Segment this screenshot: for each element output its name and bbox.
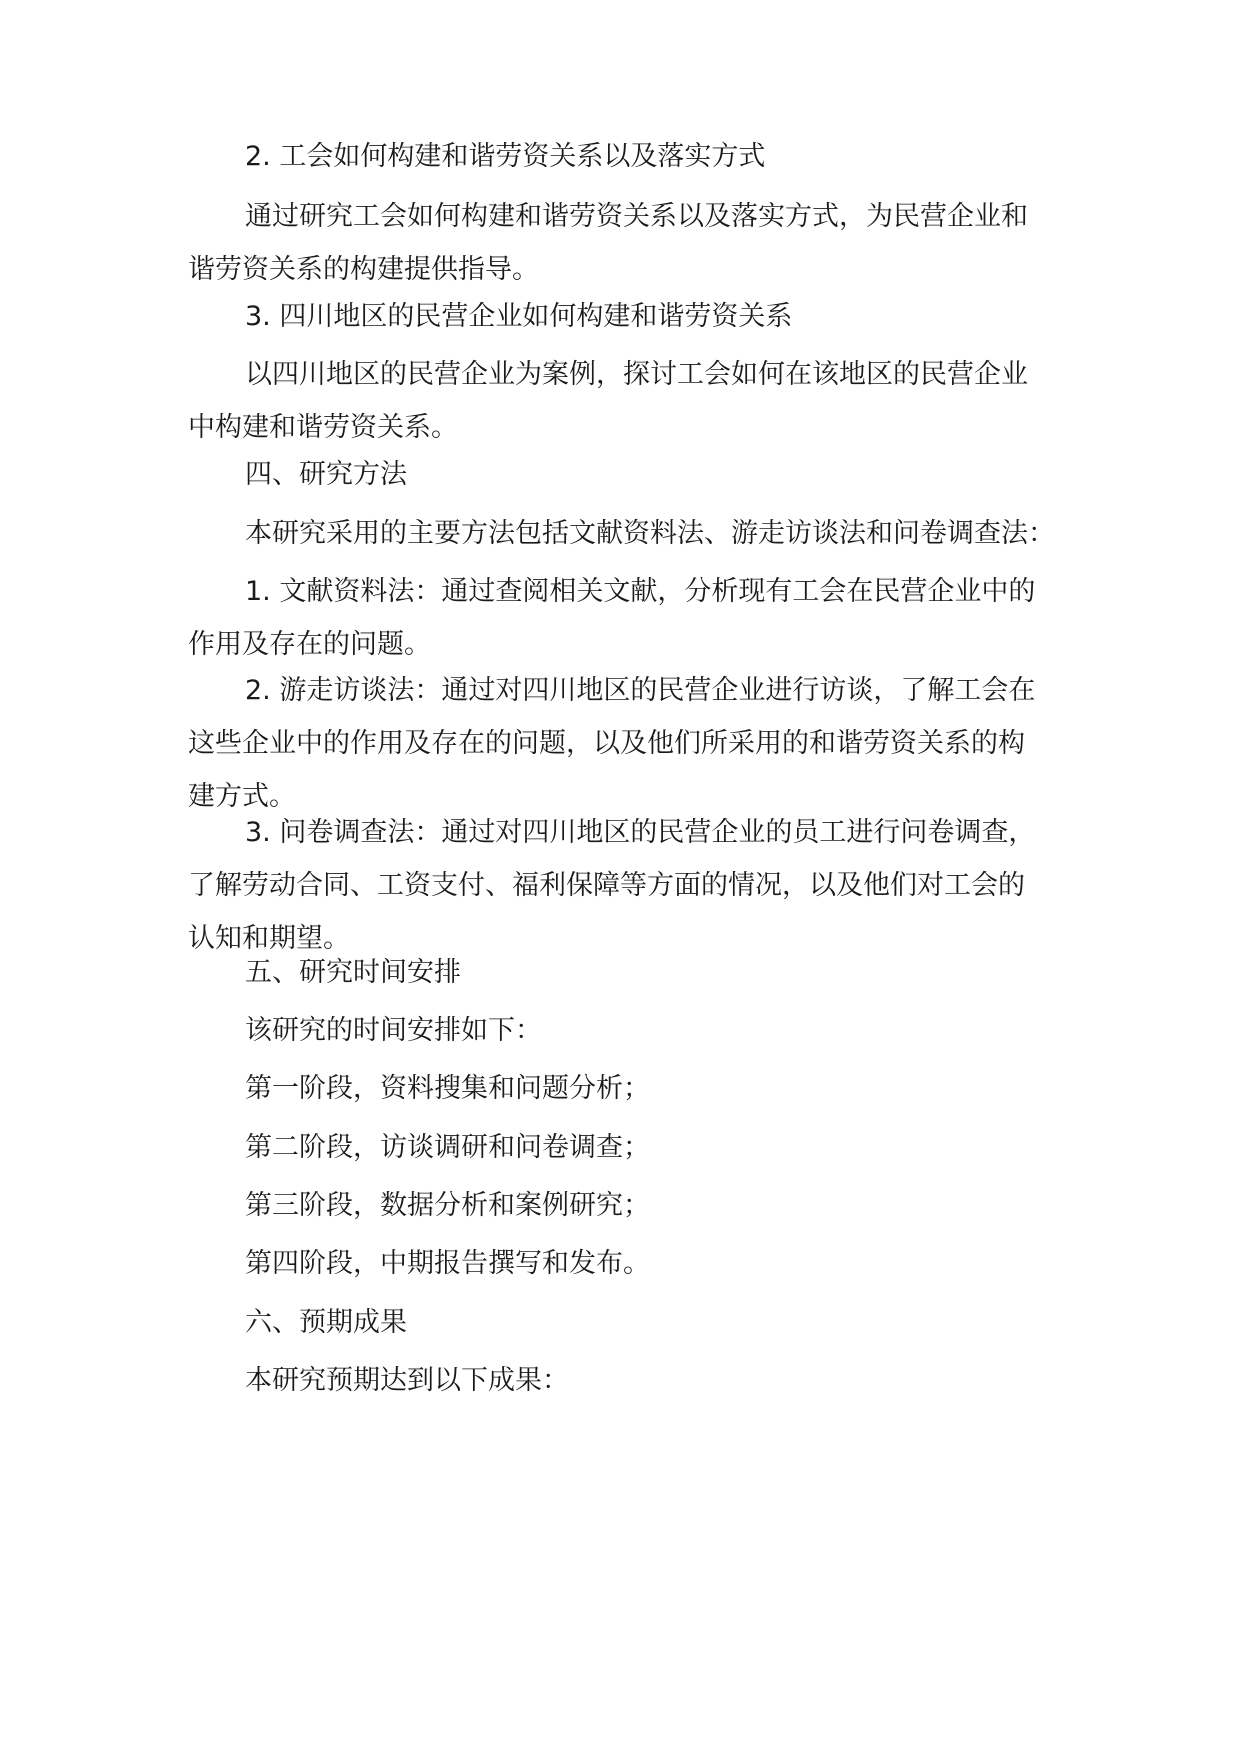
text-line: 3. 四川地区的民营企业如何构建和谐劳资关系 [245,301,793,332]
body-paragraph [188,1004,1068,1057]
text-line: 五、研究时间安排 [245,957,461,988]
body-paragraph [188,1354,1068,1407]
text-line: 本研究预期达到以下成果： [245,1365,569,1396]
text-line: 谐劳资关系的构建提供指导。 [188,254,539,285]
body-paragraph [188,664,1068,823]
list-item-heading [188,290,1068,343]
text-line: 2. 工会如何构建和谐劳资关系以及落实方式 [245,141,766,172]
list-item [188,1121,1068,1174]
section-heading [188,946,1068,999]
body-paragraph [188,806,1068,965]
text-line: 第三阶段，数据分析和案例研究； [245,1190,650,1221]
text-line: 第一阶段，资料搜集和问题分析； [245,1073,650,1104]
body-paragraph [188,565,1068,671]
text-line: 2. 游走访谈法：通过对四川地区的民营企业进行访谈，了解工会在 [245,675,1036,706]
body-paragraph [188,190,1068,296]
text-line: 3. 问卷调查法：通过对四川地区的民营企业的员工进行问卷调查， [245,817,1036,848]
text-line: 六、预期成果 [245,1307,407,1338]
list-item [188,1237,1068,1290]
section-heading [188,448,1068,501]
text-line: 第四阶段，中期报告撰写和发布。 [245,1248,650,1279]
text-line: 四、研究方法 [245,459,407,490]
text-line: 通过研究工会如何构建和谐劳资关系以及落实方式，为民营企业和 [245,201,1028,232]
text-line: 本研究采用的主要方法包括文献资料法、游走访谈法和问卷调查法： [245,518,1055,549]
text-line: 了解劳动合同、工资支付、福利保障等方面的情况，以及他们对工会的 [188,870,1025,901]
text-line: 该研究的时间安排如下： [245,1015,542,1046]
list-item [188,1179,1068,1232]
text-line: 建方式。 [188,781,296,812]
text-line: 认知和期望。 [188,923,350,954]
text-line: 第二阶段，访谈调研和问卷调查； [245,1132,650,1163]
text-line: 1. 文献资料法：通过查阅相关文献，分析现有工会在民营企业中的 [245,576,1036,607]
body-paragraph [188,348,1068,454]
body-paragraph [188,507,1068,560]
text-line: 以四川地区的民营企业为案例，探讨工会如何在该地区的民营企业 [245,359,1028,390]
list-item-heading [188,130,1068,183]
list-item [188,1062,1068,1115]
text-line: 作用及存在的问题。 [188,629,431,660]
text-line: 这些企业中的作用及存在的问题，以及他们所采用的和谐劳资关系的构 [188,728,1025,759]
text-line: 中构建和谐劳资关系。 [188,412,458,443]
section-heading [188,1296,1068,1349]
